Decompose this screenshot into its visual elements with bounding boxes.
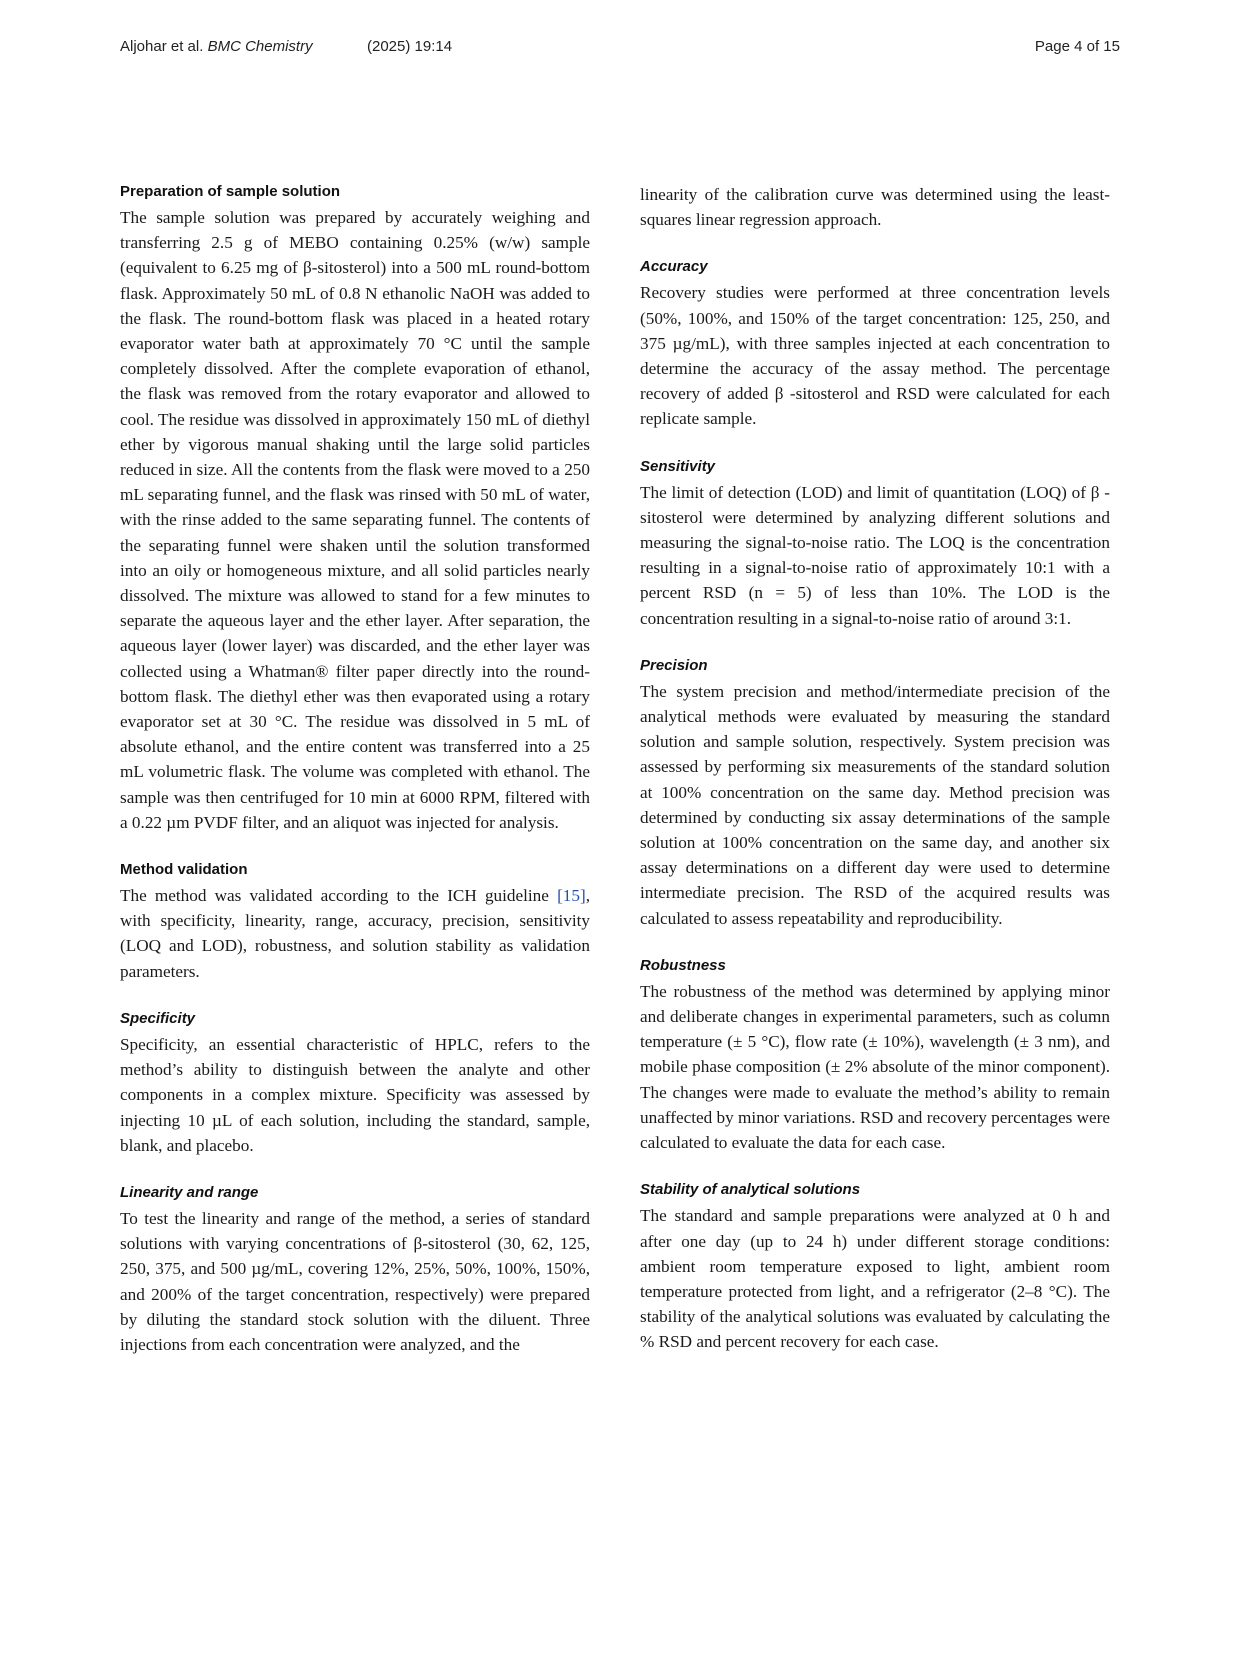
validation-text-start: The method was validated according to the ICH guideline bbox=[120, 886, 558, 906]
paragraph-linearity-continued: linearity of the calibration curve was determined using the least-squares linear regression approach. bbox=[640, 185, 1110, 230]
citation-line bbox=[120, 38, 313, 55]
paragraph-robustness: The robustness of the method was determined by applying minor and deliberate changes in experimental parameters, such as column temperature (± 5 °C), flow rate (± 10%), wavelength (± 3 nm), and mobile phase composition (± 2% absolute of the minor component). The changes were made to evaluate the method’s ability to remain unaffected by minor variations. RSD and recovery percentages were calculated to evaluate the data for each case. bbox=[640, 981, 1110, 1153]
validation-text-end: , with specificity, linearity, range, accuracy, precision, sensitivity (LOQ and LOD), robustness, and solution stability as validation parameters. bbox=[120, 886, 590, 981]
running-header bbox=[120, 38, 1120, 62]
paragraph-stability: The standard and sample preparations were analyzed at 0 h and after one day (up to 24 h) under different storage conditions: ambient room temperature exposed to light, ambient room temperature protected from light, and a refrigerator (2–8 °C). The stability of the analytical solutions was evaluated by calculating the % RSD and percent recovery for each case. bbox=[640, 1206, 1110, 1352]
paragraph-sensitivity: The limit of detection (LOD) and limit of quantitation (LOQ) of β -sitosterol were determined by analyzing different solutions and measuring the signal-to-noise ratio. The LOQ is the concentration resulting in a signal-to-noise ratio of approximately 10:1 with a percent RSD (n = 5) of less than 10%. The LOD is the concentration resulting in a signal-to-noise ratio of around 3:1. bbox=[640, 482, 1110, 628]
page-number: Page 4 of 15 bbox=[1034, 38, 1120, 55]
paragraph-precision: The system precision and method/intermediate precision of the analytical methods were evaluated by measuring the standard solution and sample solution, respectively. System precision was assessed by performing six measurements of the standard solution at 100% concentration on the same day. Method precision was determined by conducting six assay determinations of the sample solution at 100% concentration on the same day, and another six assay determinations on a different day were used to determine intermediate precision. The RSD of the acquired results was calculated to assess repeatability and reproducibility. bbox=[640, 681, 1110, 928]
paragraph-method-validation bbox=[120, 883, 590, 984]
paragraph-sample-prep: The sample solution was prepared by accurately weighing and transferring 2.5 g of MEBO containing 0.25% (w/w) sample (equivalent to 6.25 mg of β-sitosterol) into a 500 mL round-bottom flask. Approximately 50 mL of 0.8 N ethanolic NaOH was added to the flask. The round-bottom flask was placed in a heated rotary evaporator water bath at approximately 70 °C until the sample completely dissolved. After the complete evaporation of ethanol, the flask was removed from the rotary evaporator and allowed to cool. The residue was dissolved in approximately 150 mL of diethyl ether by vigorous manual shaking until the large solid particles reduced in size. All the contents from the flask were moved to a 250 mL separating funnel, and the flask was rinsed with 50 mL of water, with the rinse added to the same separating funnel. The contents of the separating funnel were shaken until the solution transformed into an oily or homogeneous mixture, and all solid particles nearly dissolved. The mixture was allowed to stand for a few minutes to separate the aqueous layer and the ether layer. After separation, the aqueous layer (lower layer) was discarded, and the ether layer was collected using a Whatman® filter paper directly into the round-bottom flask. The diethyl ether was then evaporated using a rotary evaporator set at 30 °C. The residue was dissolved in 5 mL of absolute ethanol, and the entire content was transferred into a 25 mL volumetric flask. The volume was completed with ethanol. The sample was then centrifuged for 10 min at 6000 RPM, filtered with a 0.22 µm PVDF filter, and an aliquot was injected for analysis. bbox=[120, 208, 590, 832]
paragraph-linearity: To test the linearity and range of the method, a series of standard solutions with varying concentrations of β-sitosterol (30, 62, 125, 250, 375, and 500 µg/mL, covering 12%, 25%, 50%, 100%, 150%, and 200% of the target concentration, respectively) were prepared by diluting the standard stock solution with the diluent. Three injections from each concentration were analyzed, and the bbox=[120, 1208, 590, 1354]
section-heading-sample-prep: Preparation of sample solution bbox=[120, 183, 341, 200]
left-column bbox=[120, 182, 590, 1357]
section-heading-method-validation: Method validation bbox=[120, 861, 248, 879]
subsection-heading-sensitivity: Sensitivity bbox=[640, 457, 716, 475]
subsection-heading-precision: Precision bbox=[640, 656, 708, 674]
subsection-heading-stability: Stability of analytical solutions bbox=[640, 1181, 861, 1199]
paragraph-specificity: Specificity, an essential characteristic of HPLC, refers to the method’s ability to distinguish between the analyte and other components in a complex mixture. Specificity was assessed by injecting 10 µL of each solution, including the standard, sample, blank, and placebo. bbox=[120, 1034, 590, 1155]
subsection-heading-linearity: Linearity and range bbox=[120, 1183, 259, 1201]
subsection-heading-robustness: Robustness bbox=[640, 956, 726, 974]
header-authors: Aljohar et al. bbox=[120, 38, 204, 55]
reference-link[interactable]: [15] bbox=[557, 886, 586, 906]
subsection-heading-accuracy: Accuracy bbox=[640, 258, 708, 276]
paragraph-accuracy: Recovery studies were performed at three concentration levels (50%, 100%, and 150% of the target concentration: 125, 250, and 375 µg/mL), with three samples injected at each concentration to determine the accuracy of the assay method. The percentage recovery of added β -sitosterol and RSD were calculated for each replicate sample. bbox=[640, 283, 1110, 429]
header-journal: BMC Chemistry bbox=[207, 38, 313, 55]
subsection-heading-specificity: Specificity bbox=[120, 1009, 196, 1027]
right-column bbox=[640, 182, 1110, 1355]
header-year-volume: (2025) 19:14 bbox=[367, 38, 453, 55]
